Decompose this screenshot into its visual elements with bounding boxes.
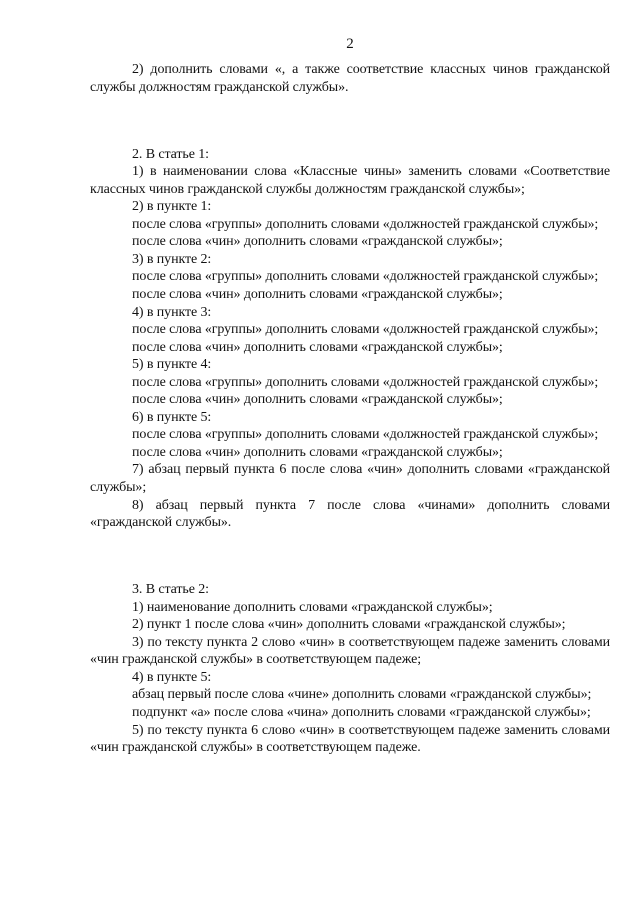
- paragraph: абзац первый после слова «чине» дополнить словами «гражданской службы»;: [132, 687, 592, 703]
- paragraph: 1) в наименовании слова «Классные чины» заменить словами «Соответствие классных чинов гражданской службы должностям гражданской службы»;: [90, 164, 610, 197]
- page-number: 2: [346, 36, 354, 52]
- paragraph: после слова «чин» дополнить словами «гражданской службы»;: [132, 286, 503, 302]
- paragraph: после слова «группы» дополнить словами «должностей гражданской службы»;: [132, 322, 599, 338]
- paragraph: 2) в пункте 1:: [132, 199, 212, 215]
- paragraph: после слова «группы» дополнить словами «должностей гражданской службы»;: [132, 427, 599, 443]
- paragraph: 4) в пункте 5:: [132, 669, 212, 685]
- paragraph-gap: [90, 548, 610, 566]
- paragraph: после слова «чин» дополнить словами «гражданской службы»;: [132, 444, 503, 460]
- paragraph: после слова «чин» дополнить словами «гражданской службы»;: [132, 234, 503, 250]
- paragraph: 3) в пункте 2:: [132, 251, 212, 267]
- paragraph: после слова «чин» дополнить словами «гражданской службы»;: [132, 392, 503, 408]
- paragraph-gap: [90, 112, 610, 130]
- paragraph: после слова «группы» дополнить словами «должностей гражданской службы»;: [132, 216, 599, 232]
- paragraph: 5) в пункте 4:: [132, 357, 212, 373]
- paragraph: 8) абзац первый пункта 7 после слова «чинами» дополнить словами «гражданской службы».: [90, 497, 610, 531]
- paragraph: 3) по тексту пункта 2 слово «чин» в соответствующем падеже заменить словами «чин гражданской службы» в соответствующем падеже;: [90, 634, 610, 668]
- paragraph: 2) дополнить словами «, а также соответствие классных чинов гражданской службы должностям гражданской службы».: [90, 62, 610, 95]
- paragraph: 5) по тексту пункта 6 слово «чин» в соответствующем падеже заменить словами «чин гражданской службы» в соответствующем падеже.: [90, 722, 610, 756]
- paragraph: после слова «группы» дополнить словами «должностей гражданской службы»;: [132, 374, 599, 390]
- paragraph: после слова «группы» дополнить словами «должностей гражданской службы»;: [132, 269, 599, 285]
- document-body: [90, 61, 610, 757]
- paragraph: 4) в пункте 3:: [132, 304, 212, 320]
- paragraph: 7) абзац первый пункта 6 после слова «чин» дополнить словами «гражданской службы»;: [90, 462, 610, 495]
- paragraph: 3. В статье 2:: [132, 582, 209, 598]
- paragraph: 2. В статье 1:: [132, 146, 209, 162]
- paragraph: 2) пункт 1 после слова «чин» дополнить словами «гражданской службы»;: [132, 617, 566, 633]
- paragraph: после слова «чин» дополнить словами «гражданской службы»;: [132, 339, 503, 355]
- paragraph: 6) в пункте 5:: [132, 409, 212, 425]
- paragraph: 1) наименование дополнить словами «гражданской службы»;: [132, 599, 493, 615]
- paragraph: подпункт «а» после слова «чина» дополнить словами «гражданской службы»;: [132, 704, 591, 720]
